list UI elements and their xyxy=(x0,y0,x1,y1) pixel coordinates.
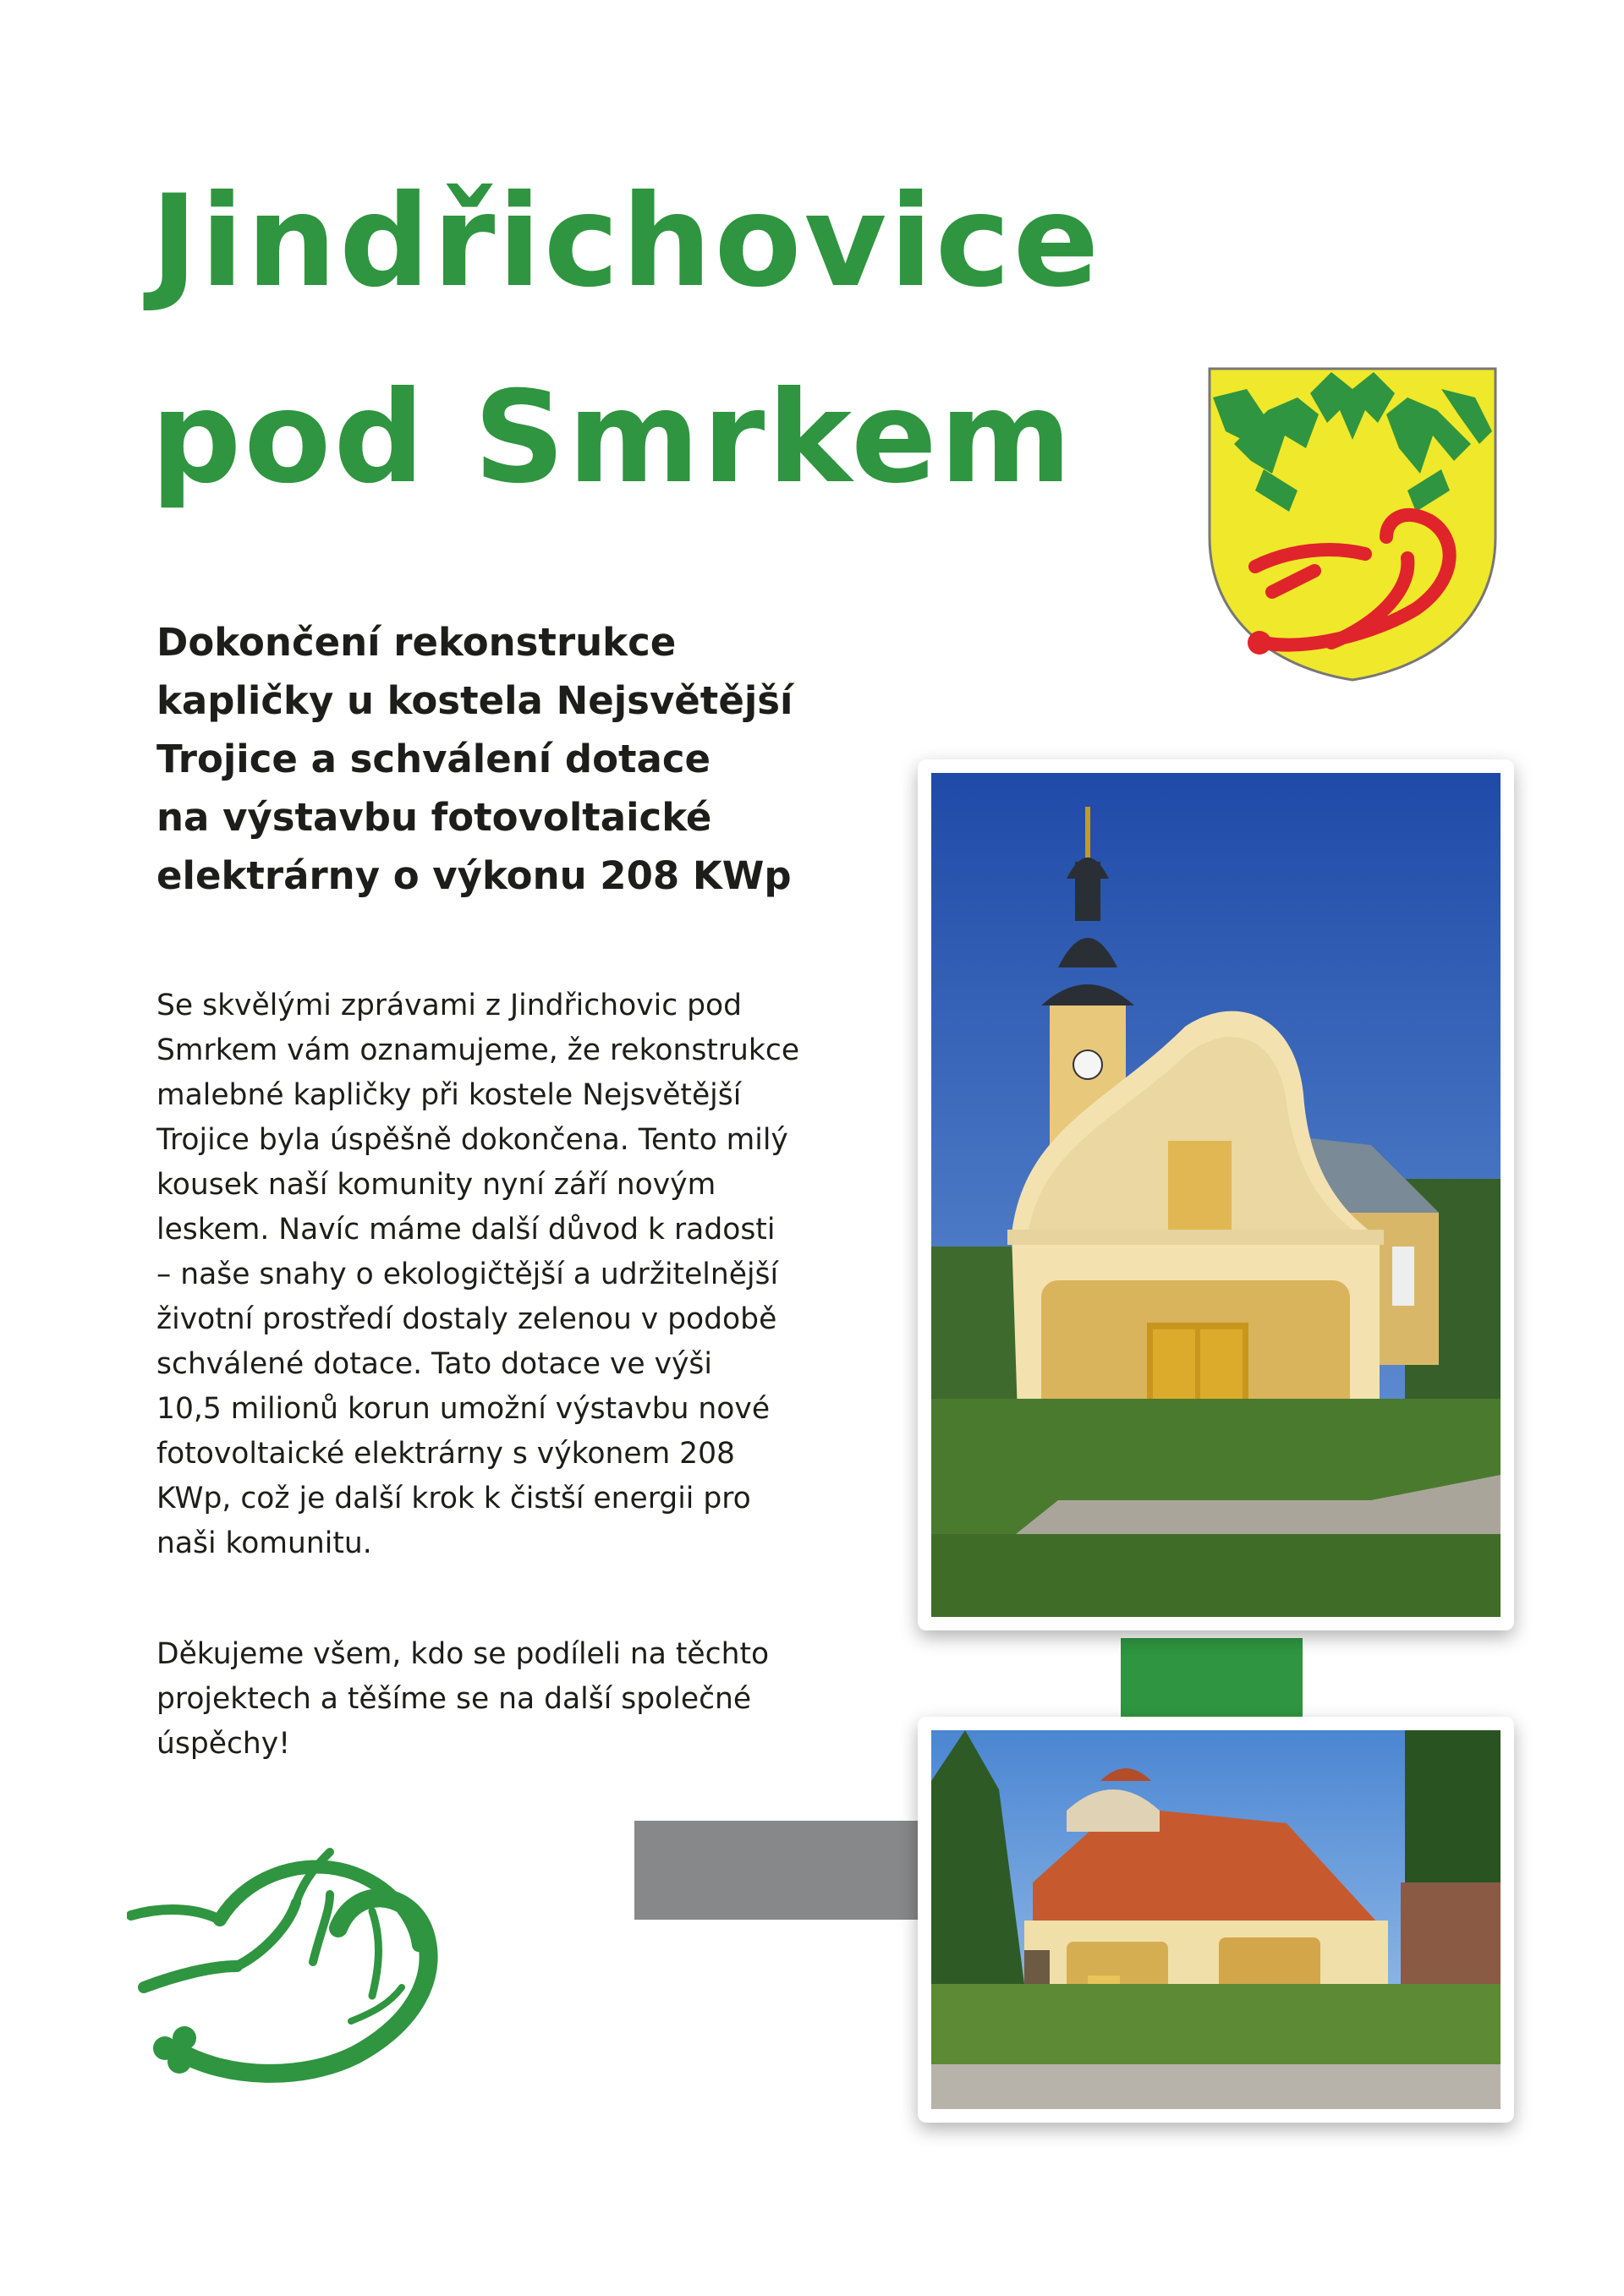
title-line-2: pod Smrkem xyxy=(151,364,1075,512)
body-line: leskem. Navíc máme další důvod k radosti xyxy=(156,1213,776,1247)
subtitle-line: na výstavbu fotovoltaické xyxy=(156,795,712,840)
body-line: Trojice byla úspěšně dokončena. Tento milý xyxy=(156,1123,788,1157)
thanks-paragraph xyxy=(156,1632,884,1767)
chapel-front-photo xyxy=(918,759,1514,1630)
coat-of-arms-icon xyxy=(1204,364,1501,685)
subtitle-line: Trojice a schválení dotace xyxy=(156,737,711,781)
chapel-front-photo-image xyxy=(931,773,1501,1617)
title-line-1: Jindřichovice xyxy=(151,168,1102,315)
chapel-rear-photo-image xyxy=(931,1730,1501,2109)
body-line: naši komunitu. xyxy=(156,1526,372,1560)
body-line: životní prostředí dostaly zelenou v podobě xyxy=(156,1302,777,1336)
body-line: schválené dotace. Tato dotace ve výši xyxy=(156,1347,712,1381)
body-line: – naše snahy o ekologičtější a udržitelnější xyxy=(156,1258,779,1291)
body-line: Smrkem vám oznamujeme, že rekonstrukce xyxy=(156,1033,800,1067)
subtitle-line: Dokončení rekonstrukce xyxy=(156,620,677,665)
body-line: KWp, což je další krok k čistší energii pro xyxy=(156,1482,751,1515)
page-title xyxy=(151,144,1101,536)
chapel-rear-photo xyxy=(918,1717,1514,2123)
body-line: fotovoltaické elektrárny s výkonem 208 xyxy=(156,1437,736,1471)
gray-accent-bar xyxy=(634,1821,919,1920)
thanks-line: projektech a těšíme se na další společné xyxy=(156,1682,752,1716)
subtitle-line: kapličky u kostela Nejsvětější xyxy=(156,678,793,723)
body-line: kousek naší komunity nyní září novým xyxy=(156,1168,716,1202)
article-body xyxy=(156,984,884,1566)
subtitle-line: elektrárny o výkonu 208 KWp xyxy=(156,853,792,898)
article-subtitle xyxy=(156,613,884,905)
body-line: malebné kapličky při kostele Nejsvětější xyxy=(156,1078,742,1112)
antler-ring-logo-icon xyxy=(127,1827,499,2097)
thanks-line: Děkujeme všem, kdo se podíleli na těchto xyxy=(156,1637,770,1671)
body-line: 10,5 milionů korun umožní výstavbu nové xyxy=(156,1392,771,1426)
green-accent-bar xyxy=(1121,1638,1303,1717)
thanks-line: úspěchy! xyxy=(156,1727,291,1761)
body-line: Se skvělými zprávami z Jindřichovic pod xyxy=(156,989,743,1022)
